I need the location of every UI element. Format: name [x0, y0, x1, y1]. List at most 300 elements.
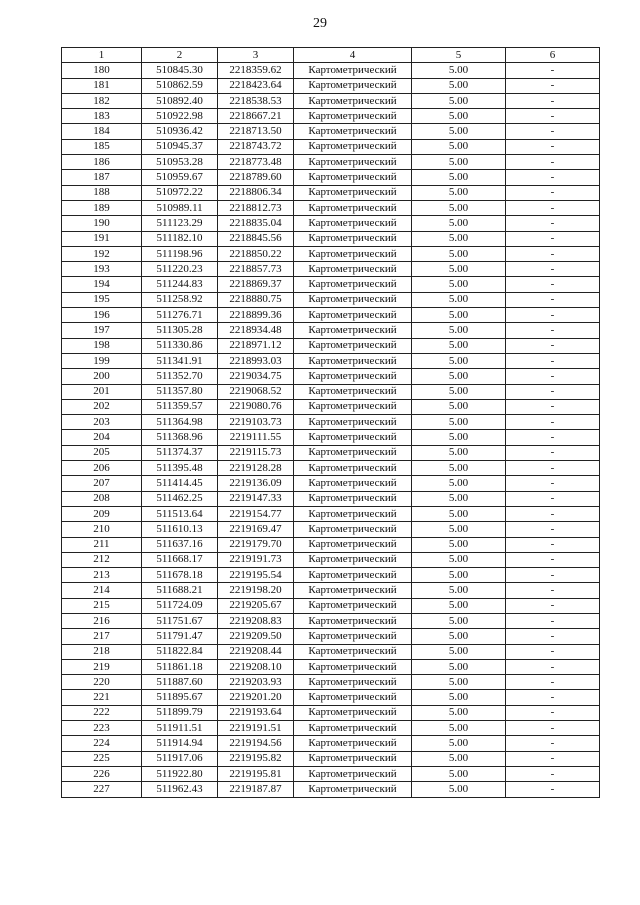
y-coordinate-cell: 2219195.54 [218, 568, 294, 583]
accuracy-cell: 5.00 [412, 384, 506, 399]
x-coordinate-cell: 511357.80 [142, 384, 218, 399]
x-coordinate-cell: 510972.22 [142, 185, 218, 200]
y-coordinate-cell: 2219034.75 [218, 369, 294, 384]
note-cell: - [506, 63, 600, 78]
note-cell: - [506, 736, 600, 751]
accuracy-cell: 5.00 [412, 644, 506, 659]
table-row [62, 262, 600, 277]
point-number-cell: 186 [62, 155, 142, 170]
point-number-cell: 216 [62, 613, 142, 628]
y-coordinate-cell: 2218423.64 [218, 78, 294, 93]
method-cell: Картометрический [294, 736, 412, 751]
x-coordinate-cell: 511751.67 [142, 613, 218, 628]
point-number-cell: 205 [62, 445, 142, 460]
table-row [62, 353, 600, 368]
table-row [62, 415, 600, 430]
table-row [62, 629, 600, 644]
table-row [62, 491, 600, 506]
y-coordinate-cell: 2218880.75 [218, 292, 294, 307]
note-cell: - [506, 782, 600, 797]
note-cell: - [506, 277, 600, 292]
table-row [62, 721, 600, 736]
point-number-cell: 218 [62, 644, 142, 659]
accuracy-cell: 5.00 [412, 782, 506, 797]
x-coordinate-cell: 511330.86 [142, 338, 218, 353]
column-header: 1 [62, 48, 142, 63]
accuracy-cell: 5.00 [412, 308, 506, 323]
accuracy-cell: 5.00 [412, 216, 506, 231]
note-cell: - [506, 506, 600, 521]
y-coordinate-cell: 2218850.22 [218, 246, 294, 261]
accuracy-cell: 5.00 [412, 262, 506, 277]
y-coordinate-cell: 2219136.09 [218, 476, 294, 491]
x-coordinate-cell: 511899.79 [142, 705, 218, 720]
y-coordinate-cell: 2219103.73 [218, 415, 294, 430]
table-row [62, 568, 600, 583]
method-cell: Картометрический [294, 552, 412, 567]
y-coordinate-cell: 2219115.73 [218, 445, 294, 460]
y-coordinate-cell: 2218971.12 [218, 338, 294, 353]
note-cell: - [506, 384, 600, 399]
accuracy-cell: 5.00 [412, 93, 506, 108]
accuracy-cell: 5.00 [412, 751, 506, 766]
x-coordinate-cell: 511198.96 [142, 246, 218, 261]
point-number-cell: 188 [62, 185, 142, 200]
note-cell: - [506, 139, 600, 154]
point-number-cell: 185 [62, 139, 142, 154]
accuracy-cell: 5.00 [412, 766, 506, 781]
method-cell: Картометрический [294, 155, 412, 170]
accuracy-cell: 5.00 [412, 461, 506, 476]
note-cell: - [506, 353, 600, 368]
point-number-cell: 219 [62, 659, 142, 674]
accuracy-cell: 5.00 [412, 598, 506, 613]
y-coordinate-cell: 2218743.72 [218, 139, 294, 154]
x-coordinate-cell: 511305.28 [142, 323, 218, 338]
y-coordinate-cell: 2218667.21 [218, 109, 294, 124]
note-cell: - [506, 491, 600, 506]
x-coordinate-cell: 511637.16 [142, 537, 218, 552]
table-header-row [62, 48, 600, 63]
point-number-cell: 202 [62, 399, 142, 414]
x-coordinate-cell: 510862.59 [142, 78, 218, 93]
point-number-cell: 198 [62, 338, 142, 353]
y-coordinate-cell: 2219111.55 [218, 430, 294, 445]
x-coordinate-cell: 510892.40 [142, 93, 218, 108]
y-coordinate-cell: 2219208.10 [218, 659, 294, 674]
page-number: 29 [313, 16, 327, 31]
method-cell: Картометрический [294, 583, 412, 598]
table-row [62, 155, 600, 170]
method-cell: Картометрический [294, 766, 412, 781]
x-coordinate-cell: 511462.25 [142, 491, 218, 506]
accuracy-cell: 5.00 [412, 231, 506, 246]
method-cell: Картометрический [294, 185, 412, 200]
y-coordinate-cell: 2218812.73 [218, 200, 294, 215]
accuracy-cell: 5.00 [412, 277, 506, 292]
point-number-cell: 193 [62, 262, 142, 277]
method-cell: Картометрический [294, 613, 412, 628]
point-number-cell: 197 [62, 323, 142, 338]
note-cell: - [506, 78, 600, 93]
note-cell: - [506, 338, 600, 353]
accuracy-cell: 5.00 [412, 292, 506, 307]
x-coordinate-cell: 511610.13 [142, 522, 218, 537]
table-row [62, 246, 600, 261]
table-row [62, 583, 600, 598]
x-coordinate-cell: 511258.92 [142, 292, 218, 307]
accuracy-cell: 5.00 [412, 139, 506, 154]
x-coordinate-cell: 510959.67 [142, 170, 218, 185]
method-cell: Картометрический [294, 690, 412, 705]
method-cell: Картометрический [294, 277, 412, 292]
x-coordinate-cell: 511368.96 [142, 430, 218, 445]
table-row [62, 476, 600, 491]
note-cell: - [506, 476, 600, 491]
accuracy-cell: 5.00 [412, 522, 506, 537]
method-cell: Картометрический [294, 200, 412, 215]
point-number-cell: 208 [62, 491, 142, 506]
y-coordinate-cell: 2219195.81 [218, 766, 294, 781]
point-number-cell: 223 [62, 721, 142, 736]
x-coordinate-cell: 511791.47 [142, 629, 218, 644]
point-number-cell: 204 [62, 430, 142, 445]
accuracy-cell: 5.00 [412, 568, 506, 583]
x-coordinate-cell: 511724.09 [142, 598, 218, 613]
point-number-cell: 203 [62, 415, 142, 430]
point-number-cell: 183 [62, 109, 142, 124]
note-cell: - [506, 415, 600, 430]
accuracy-cell: 5.00 [412, 537, 506, 552]
accuracy-cell: 5.00 [412, 399, 506, 414]
y-coordinate-cell: 2219194.56 [218, 736, 294, 751]
point-number-cell: 180 [62, 63, 142, 78]
table-row [62, 522, 600, 537]
table-row [62, 369, 600, 384]
method-cell: Картометрический [294, 659, 412, 674]
y-coordinate-cell: 2218359.62 [218, 63, 294, 78]
accuracy-cell: 5.00 [412, 170, 506, 185]
note-cell: - [506, 231, 600, 246]
y-coordinate-cell: 2218857.73 [218, 262, 294, 277]
y-coordinate-cell: 2218713.50 [218, 124, 294, 139]
accuracy-cell: 5.00 [412, 506, 506, 521]
point-number-cell: 187 [62, 170, 142, 185]
point-number-cell: 199 [62, 353, 142, 368]
point-number-cell: 227 [62, 782, 142, 797]
table-row [62, 537, 600, 552]
x-coordinate-cell: 511887.60 [142, 675, 218, 690]
point-number-cell: 196 [62, 308, 142, 323]
method-cell: Картометрический [294, 522, 412, 537]
table-row [62, 782, 600, 797]
table-row [62, 552, 600, 567]
note-cell: - [506, 246, 600, 261]
method-cell: Картометрический [294, 782, 412, 797]
point-number-cell: 224 [62, 736, 142, 751]
accuracy-cell: 5.00 [412, 721, 506, 736]
method-cell: Картометрический [294, 323, 412, 338]
method-cell: Картометрический [294, 109, 412, 124]
method-cell: Картометрический [294, 430, 412, 445]
table-row [62, 613, 600, 628]
note-cell: - [506, 751, 600, 766]
x-coordinate-cell: 511513.64 [142, 506, 218, 521]
x-coordinate-cell: 510936.42 [142, 124, 218, 139]
note-cell: - [506, 721, 600, 736]
point-number-cell: 226 [62, 766, 142, 781]
point-number-cell: 181 [62, 78, 142, 93]
x-coordinate-cell: 511352.70 [142, 369, 218, 384]
method-cell: Картометрический [294, 93, 412, 108]
table-row [62, 690, 600, 705]
point-number-cell: 207 [62, 476, 142, 491]
table-row [62, 216, 600, 231]
table-row [62, 399, 600, 414]
table-row [62, 139, 600, 154]
note-cell: - [506, 308, 600, 323]
table-row [62, 308, 600, 323]
y-coordinate-cell: 2218993.03 [218, 353, 294, 368]
x-coordinate-cell: 511220.23 [142, 262, 218, 277]
column-header: 3 [218, 48, 294, 63]
note-cell: - [506, 598, 600, 613]
x-coordinate-cell: 511861.18 [142, 659, 218, 674]
method-cell: Картометрический [294, 491, 412, 506]
method-cell: Картометрический [294, 384, 412, 399]
point-number-cell: 214 [62, 583, 142, 598]
accuracy-cell: 5.00 [412, 659, 506, 674]
x-coordinate-cell: 511822.84 [142, 644, 218, 659]
y-coordinate-cell: 2218899.36 [218, 308, 294, 323]
note-cell: - [506, 552, 600, 567]
note-cell: - [506, 200, 600, 215]
method-cell: Картометрический [294, 568, 412, 583]
accuracy-cell: 5.00 [412, 491, 506, 506]
point-number-cell: 190 [62, 216, 142, 231]
table-row [62, 659, 600, 674]
point-number-cell: 213 [62, 568, 142, 583]
table-row [62, 170, 600, 185]
note-cell: - [506, 522, 600, 537]
x-coordinate-cell: 511688.21 [142, 583, 218, 598]
y-coordinate-cell: 2218934.48 [218, 323, 294, 338]
method-cell: Картометрический [294, 675, 412, 690]
point-number-cell: 189 [62, 200, 142, 215]
x-coordinate-cell: 510989.11 [142, 200, 218, 215]
y-coordinate-cell: 2219195.82 [218, 751, 294, 766]
accuracy-cell: 5.00 [412, 338, 506, 353]
y-coordinate-cell: 2219154.77 [218, 506, 294, 521]
method-cell: Картометрический [294, 216, 412, 231]
note-cell: - [506, 629, 600, 644]
y-coordinate-cell: 2219201.20 [218, 690, 294, 705]
table-row [62, 384, 600, 399]
note-cell: - [506, 323, 600, 338]
y-coordinate-cell: 2219080.76 [218, 399, 294, 414]
table-row [62, 445, 600, 460]
accuracy-cell: 5.00 [412, 613, 506, 628]
note-cell: - [506, 155, 600, 170]
y-coordinate-cell: 2219191.73 [218, 552, 294, 567]
column-header: 2 [142, 48, 218, 63]
method-cell: Картометрический [294, 262, 412, 277]
method-cell: Картометрический [294, 506, 412, 521]
table-row [62, 200, 600, 215]
accuracy-cell: 5.00 [412, 430, 506, 445]
method-cell: Картометрический [294, 124, 412, 139]
note-cell: - [506, 766, 600, 781]
accuracy-cell: 5.00 [412, 552, 506, 567]
table-row [62, 766, 600, 781]
point-number-cell: 184 [62, 124, 142, 139]
point-number-cell: 206 [62, 461, 142, 476]
x-coordinate-cell: 511182.10 [142, 231, 218, 246]
accuracy-cell: 5.00 [412, 445, 506, 460]
x-coordinate-cell: 511678.18 [142, 568, 218, 583]
point-number-cell: 195 [62, 292, 142, 307]
y-coordinate-cell: 2218835.04 [218, 216, 294, 231]
x-coordinate-cell: 511922.80 [142, 766, 218, 781]
coordinates-table [61, 47, 600, 798]
note-cell: - [506, 583, 600, 598]
accuracy-cell: 5.00 [412, 323, 506, 338]
method-cell: Картометрический [294, 751, 412, 766]
table-row [62, 78, 600, 93]
x-coordinate-cell: 511911.51 [142, 721, 218, 736]
x-coordinate-cell: 511276.71 [142, 308, 218, 323]
accuracy-cell: 5.00 [412, 690, 506, 705]
table-row [62, 231, 600, 246]
y-coordinate-cell: 2219203.93 [218, 675, 294, 690]
note-cell: - [506, 537, 600, 552]
note-cell: - [506, 262, 600, 277]
y-coordinate-cell: 2219128.28 [218, 461, 294, 476]
method-cell: Картометрический [294, 721, 412, 736]
note-cell: - [506, 93, 600, 108]
x-coordinate-cell: 510953.28 [142, 155, 218, 170]
note-cell: - [506, 613, 600, 628]
x-coordinate-cell: 511414.45 [142, 476, 218, 491]
x-coordinate-cell: 511914.94 [142, 736, 218, 751]
note-cell: - [506, 568, 600, 583]
y-coordinate-cell: 2219179.70 [218, 537, 294, 552]
accuracy-cell: 5.00 [412, 736, 506, 751]
method-cell: Картометрический [294, 246, 412, 261]
accuracy-cell: 5.00 [412, 63, 506, 78]
x-coordinate-cell: 511917.06 [142, 751, 218, 766]
method-cell: Картометрический [294, 139, 412, 154]
accuracy-cell: 5.00 [412, 78, 506, 93]
note-cell: - [506, 124, 600, 139]
table-header [62, 48, 600, 63]
x-coordinate-cell: 511359.57 [142, 399, 218, 414]
table-row [62, 292, 600, 307]
accuracy-cell: 5.00 [412, 109, 506, 124]
table-row [62, 644, 600, 659]
y-coordinate-cell: 2218773.48 [218, 155, 294, 170]
point-number-cell: 212 [62, 552, 142, 567]
y-coordinate-cell: 2219209.50 [218, 629, 294, 644]
note-cell: - [506, 109, 600, 124]
note-cell: - [506, 369, 600, 384]
table-row [62, 506, 600, 521]
accuracy-cell: 5.00 [412, 353, 506, 368]
table-row [62, 430, 600, 445]
table-row [62, 124, 600, 139]
point-number-cell: 201 [62, 384, 142, 399]
table-row [62, 705, 600, 720]
point-number-cell: 209 [62, 506, 142, 521]
column-header: 5 [412, 48, 506, 63]
method-cell: Картометрический [294, 78, 412, 93]
point-number-cell: 225 [62, 751, 142, 766]
y-coordinate-cell: 2219068.52 [218, 384, 294, 399]
x-coordinate-cell: 511123.29 [142, 216, 218, 231]
note-cell: - [506, 216, 600, 231]
note-cell: - [506, 445, 600, 460]
accuracy-cell: 5.00 [412, 415, 506, 430]
method-cell: Картометрический [294, 399, 412, 414]
point-number-cell: 210 [62, 522, 142, 537]
y-coordinate-cell: 2218869.37 [218, 277, 294, 292]
method-cell: Картометрический [294, 338, 412, 353]
point-number-cell: 217 [62, 629, 142, 644]
method-cell: Картометрический [294, 353, 412, 368]
x-coordinate-cell: 511962.43 [142, 782, 218, 797]
accuracy-cell: 5.00 [412, 246, 506, 261]
accuracy-cell: 5.00 [412, 583, 506, 598]
x-coordinate-cell: 510945.37 [142, 139, 218, 154]
note-cell: - [506, 659, 600, 674]
y-coordinate-cell: 2219169.47 [218, 522, 294, 537]
table-row [62, 277, 600, 292]
x-coordinate-cell: 511364.98 [142, 415, 218, 430]
method-cell: Картометрический [294, 598, 412, 613]
method-cell: Картометрический [294, 461, 412, 476]
note-cell: - [506, 644, 600, 659]
method-cell: Картометрический [294, 63, 412, 78]
y-coordinate-cell: 2218538.53 [218, 93, 294, 108]
method-cell: Картометрический [294, 231, 412, 246]
point-number-cell: 222 [62, 705, 142, 720]
accuracy-cell: 5.00 [412, 705, 506, 720]
method-cell: Картометрический [294, 308, 412, 323]
accuracy-cell: 5.00 [412, 476, 506, 491]
note-cell: - [506, 705, 600, 720]
y-coordinate-cell: 2219208.83 [218, 613, 294, 628]
table-row [62, 109, 600, 124]
point-number-cell: 191 [62, 231, 142, 246]
table-row [62, 461, 600, 476]
x-coordinate-cell: 511668.17 [142, 552, 218, 567]
point-number-cell: 192 [62, 246, 142, 261]
note-cell: - [506, 690, 600, 705]
method-cell: Картометрический [294, 629, 412, 644]
y-coordinate-cell: 2219208.44 [218, 644, 294, 659]
y-coordinate-cell: 2219198.20 [218, 583, 294, 598]
point-number-cell: 182 [62, 93, 142, 108]
column-header: 4 [294, 48, 412, 63]
x-coordinate-cell: 510845.30 [142, 63, 218, 78]
table-row [62, 63, 600, 78]
accuracy-cell: 5.00 [412, 200, 506, 215]
table-row [62, 675, 600, 690]
y-coordinate-cell: 2219193.64 [218, 705, 294, 720]
accuracy-cell: 5.00 [412, 124, 506, 139]
method-cell: Картометрический [294, 369, 412, 384]
point-number-cell: 221 [62, 690, 142, 705]
